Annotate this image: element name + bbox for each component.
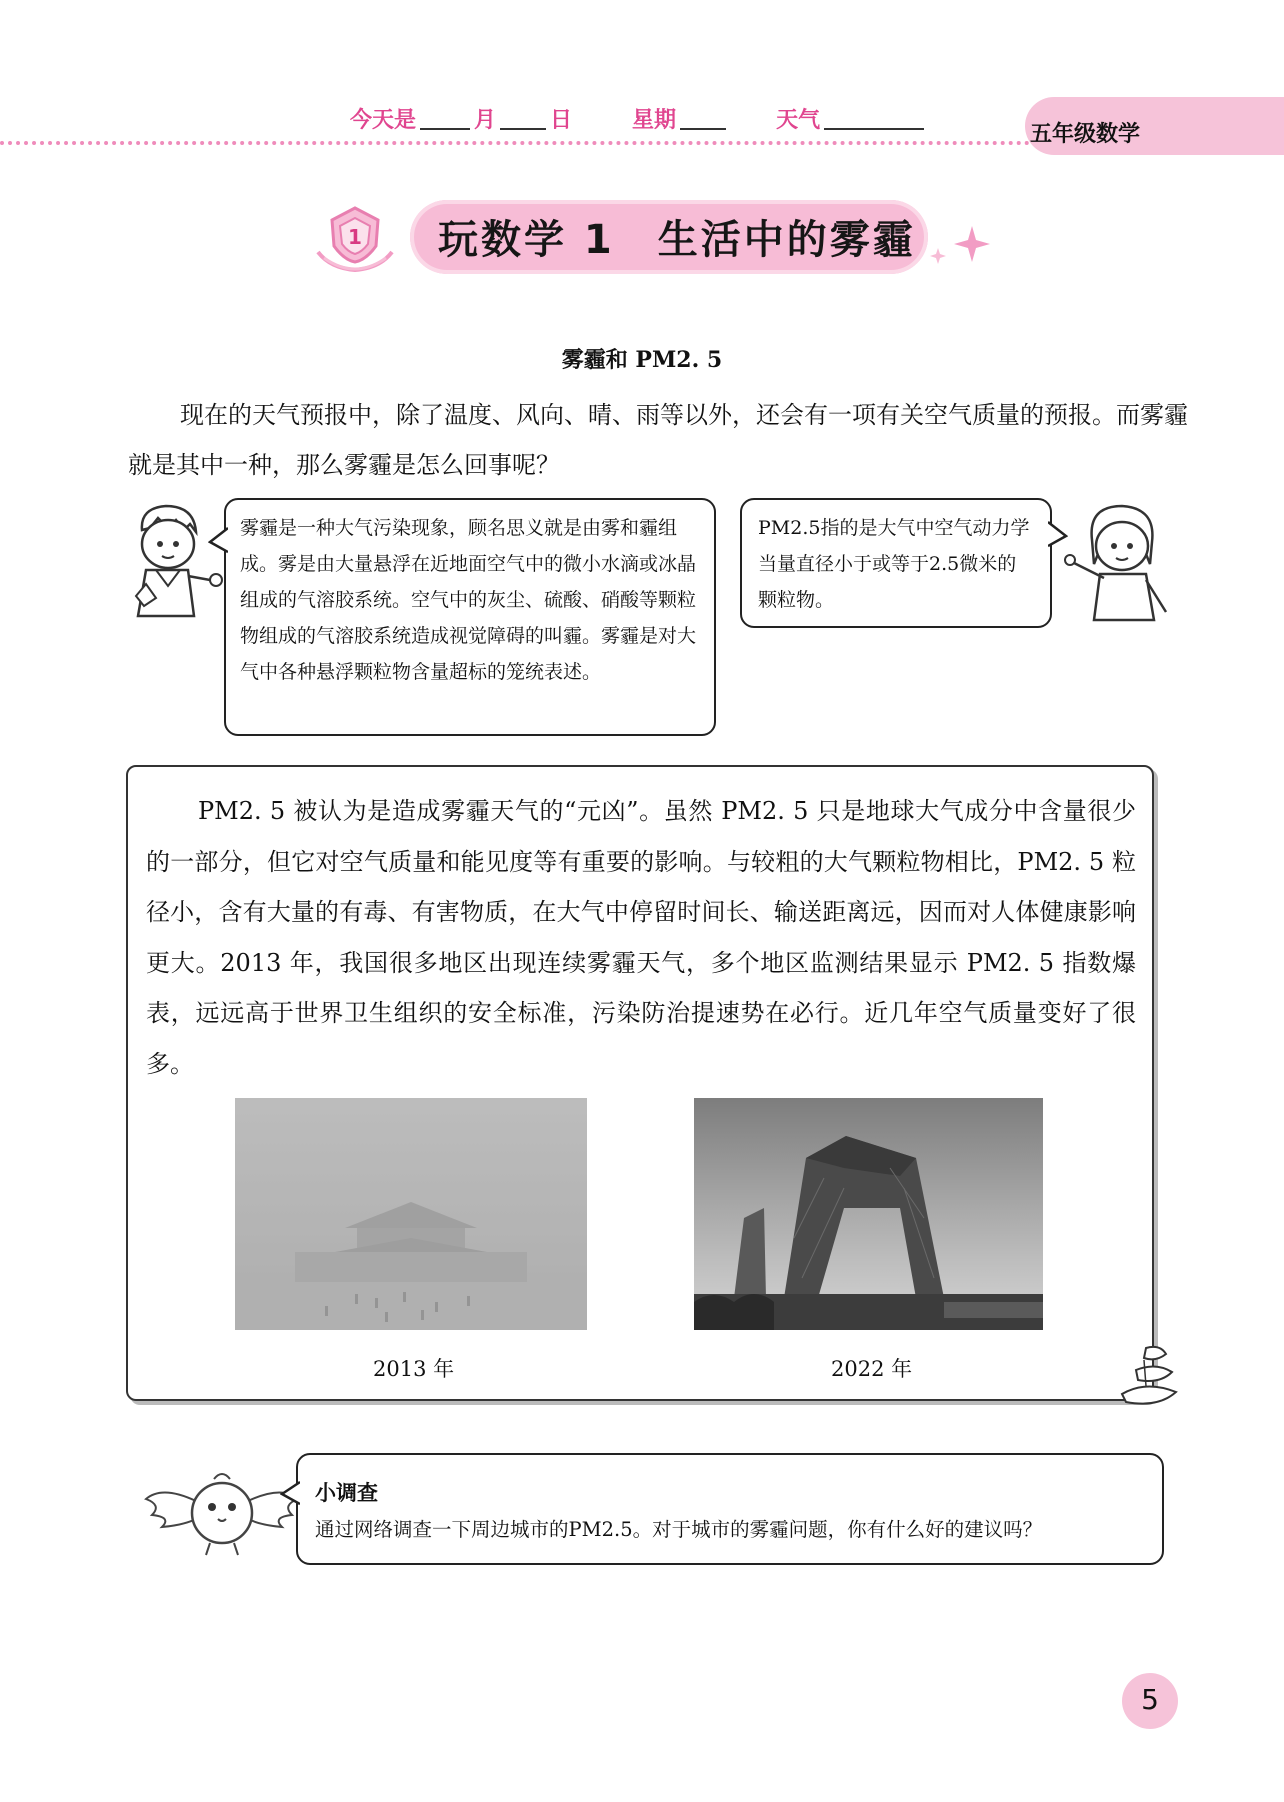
bubble-left-tail xyxy=(208,526,228,556)
date-prompt: 今天是 xyxy=(350,108,417,133)
month-label: 月 xyxy=(474,108,497,133)
section-heading: 雾霾和 PM2. 5 xyxy=(561,347,723,373)
intro-paragraph: 现在的天气预报中，除了温度、风向、晴、雨等以外，还会有一项有关空气质量的预报。而雾霾就是其中一种，那么雾霾是怎么回事呢？ xyxy=(128,401,1188,479)
day-label: 日 xyxy=(550,108,573,133)
boy-illustration xyxy=(120,500,230,630)
speech-bubble-left xyxy=(224,498,716,736)
mascot-illustration xyxy=(142,1455,302,1567)
header-divider xyxy=(0,141,1030,145)
caption-2013: 2013 年 xyxy=(373,1357,455,1381)
bubble-left-text: 雾霾是一种大气污染现象，顾名思义就是由雾和霾组成。雾是由大量悬浮在近地面空气中的微小水滴或冰晶组成的气溶胶系统。空气中的灰尘、硫酸、硝酸等颗粒物组成的气溶胶系统造成视觉障碍的叫霾。雾霾是对大气中各种悬浮颗粒物含量超标的笼统表述。 xyxy=(240,517,697,683)
badge-icon xyxy=(310,200,400,278)
month-blank[interactable] xyxy=(420,128,470,130)
weekday-label: 星期 xyxy=(632,108,677,133)
date-weather-line xyxy=(350,103,928,134)
bubble-right-text: PM2.5指的是大气中空气动力学当量直径小于或等于2.5微米的颗粒物。 xyxy=(758,517,1030,611)
speech-bubble-right xyxy=(740,498,1052,628)
survey-bubble-tail xyxy=(280,1480,300,1510)
weather-label: 天气 xyxy=(776,108,821,133)
survey-text: 通过网络调查一下周边城市的PM2.5。对于城市的雾霾问题，你有什么好的建议吗？ xyxy=(315,1518,1043,1541)
photo-2022-clear-sky xyxy=(694,1098,1043,1330)
page-number: 5 xyxy=(1141,1683,1159,1716)
info-paragraph: PM2. 5 被认为是造成雾霾天气的“元凶”。虽然 PM2. 5 只是地球大气成分中含量很少的一部分，但它对空气质量和能见度等有重要的影响。与较粗的大气颗粒物相比，PM2. 5 粒径小，含有大量的有毒、有害物质，在大气中停留时间长、输送距离远，因而对人体健康影响更大。2013 年，我国很多地区出现连续雾霾天气，多个地区监测结果显示 PM2. 5 指数爆表，远远高于世界卫生组织的安全标准，污染防治提速势在必行。近几年空气质量变好了很多。 xyxy=(146,797,1136,1078)
weekday-blank[interactable] xyxy=(680,128,726,130)
photo-2013-smog xyxy=(235,1098,587,1330)
survey-title: 小调查 xyxy=(315,1481,378,1505)
grade-label: 五年级数学 xyxy=(1030,122,1141,147)
survey-box xyxy=(296,1453,1164,1565)
day-blank[interactable] xyxy=(500,128,546,130)
caption-2022: 2022 年 xyxy=(831,1357,913,1381)
sparkle-icon xyxy=(924,222,994,272)
girl-illustration xyxy=(1058,500,1178,630)
svg-text:1: 1 xyxy=(348,225,362,249)
page-title: 玩数学 1 生活中的雾霾 xyxy=(438,217,916,263)
weather-blank[interactable] xyxy=(824,128,924,130)
doodle-icon xyxy=(1116,1340,1184,1412)
